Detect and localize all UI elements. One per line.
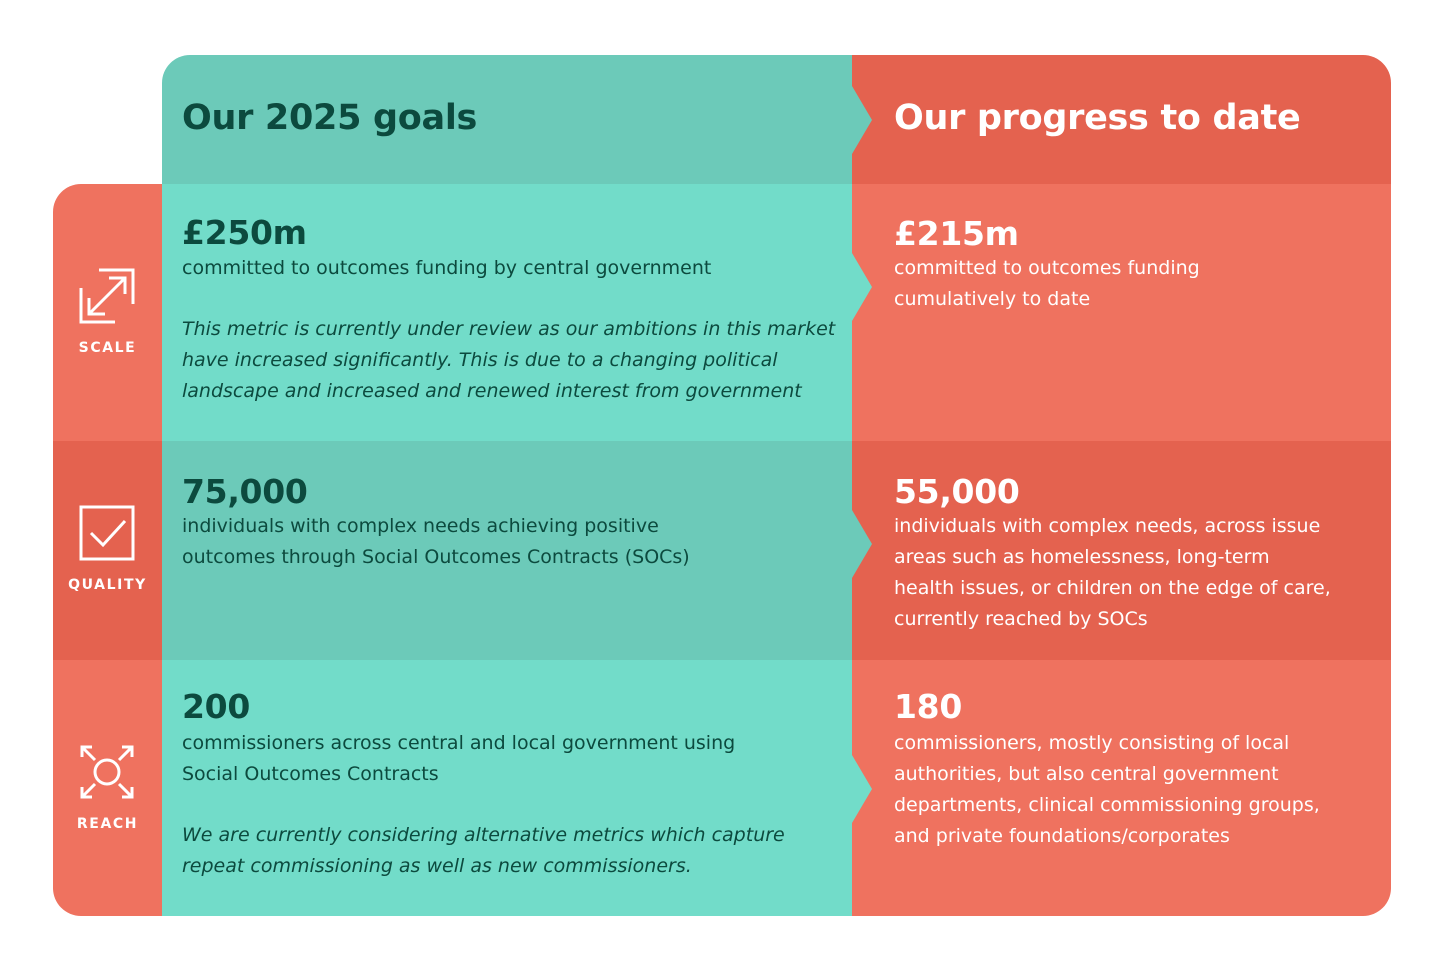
goal-value-reach: 200 xyxy=(182,687,250,726)
goal-note-line: This metric is currently under review as our ambitions in this market xyxy=(182,318,836,340)
progress-desc-line: departments, clinical commissioning groups, xyxy=(894,794,1320,816)
progress-value-quality: 55,000 xyxy=(894,472,1020,511)
goal-value-quality: 75,000 xyxy=(182,472,308,511)
category-reach xyxy=(53,660,162,916)
arrow-notch-header xyxy=(852,86,872,154)
progress-desc-line: individuals with complex needs, across issue xyxy=(894,515,1321,537)
progress-desc-reach xyxy=(894,728,1320,852)
progress-desc-line: areas such as homelessness, long-term xyxy=(894,546,1270,568)
goal-desc-line: individuals with complex needs achieving positive xyxy=(182,515,659,537)
reach-circle-icon xyxy=(79,744,135,800)
goal-cell-scale xyxy=(162,184,852,441)
goals-header xyxy=(162,55,852,184)
progress-desc-scale xyxy=(894,253,1200,315)
progress-title: Our progress to date xyxy=(894,98,1301,138)
progress-desc-line: authorities, but also central government xyxy=(894,763,1279,785)
progress-cell-quality xyxy=(852,441,1391,660)
progress-cell-reach xyxy=(852,660,1391,916)
progress-desc-line: cumulatively to date xyxy=(894,288,1091,310)
progress-desc-line: committed to outcomes funding xyxy=(894,257,1200,279)
goal-value-scale: £250m xyxy=(182,213,307,252)
arrow-notch-scale xyxy=(852,253,872,321)
goal-cell-reach xyxy=(162,660,852,916)
progress-desc-line: and private foundations/corporates xyxy=(894,825,1230,847)
progress-value-scale: £215m xyxy=(894,214,1019,253)
goal-desc-line: commissioners across central and local government using xyxy=(182,732,736,754)
category-label-scale: SCALE xyxy=(78,340,137,356)
goal-note-reach xyxy=(182,820,785,882)
progress-desc-line: health issues, or children on the edge of care, xyxy=(894,577,1331,599)
category-quality xyxy=(53,441,162,660)
progress-desc-quality xyxy=(894,511,1331,635)
goal-desc-scale: committed to outcomes funding by central government xyxy=(182,257,712,279)
goal-note-line: repeat commissioning as well as new commissioners. xyxy=(182,855,692,877)
progress-value-reach: 180 xyxy=(894,687,962,726)
category-scale xyxy=(53,184,162,441)
checkbox-icon xyxy=(79,505,135,561)
arrow-notch-reach xyxy=(852,755,872,823)
goal-desc-quality xyxy=(182,511,690,573)
category-label-quality: QUALITY xyxy=(68,577,147,593)
goal-note-line: landscape and increased and renewed interest from government xyxy=(182,380,802,402)
goal-note-line: have increased significantly. This is due to a changing political xyxy=(182,349,778,371)
goal-desc-line: Social Outcomes Contracts xyxy=(182,763,439,785)
progress-desc-line: currently reached by SOCs xyxy=(894,608,1148,630)
progress-desc-line: commissioners, mostly consisting of local xyxy=(894,732,1290,754)
goal-cell-quality xyxy=(162,441,852,660)
expand-arrow-icon xyxy=(79,268,135,324)
progress-cell-scale xyxy=(852,184,1391,441)
goal-desc-reach xyxy=(182,728,735,790)
goal-desc-line: outcomes through Social Outcomes Contracts (SOCs) xyxy=(182,546,690,568)
goal-note-scale xyxy=(182,314,835,407)
goal-note-line: We are currently considering alternative metrics which capture xyxy=(182,824,785,846)
progress-header xyxy=(852,55,1391,184)
arrow-notch-quality xyxy=(852,510,872,578)
goals-title: Our 2025 goals xyxy=(182,98,478,138)
category-label-reach: REACH xyxy=(76,816,139,832)
